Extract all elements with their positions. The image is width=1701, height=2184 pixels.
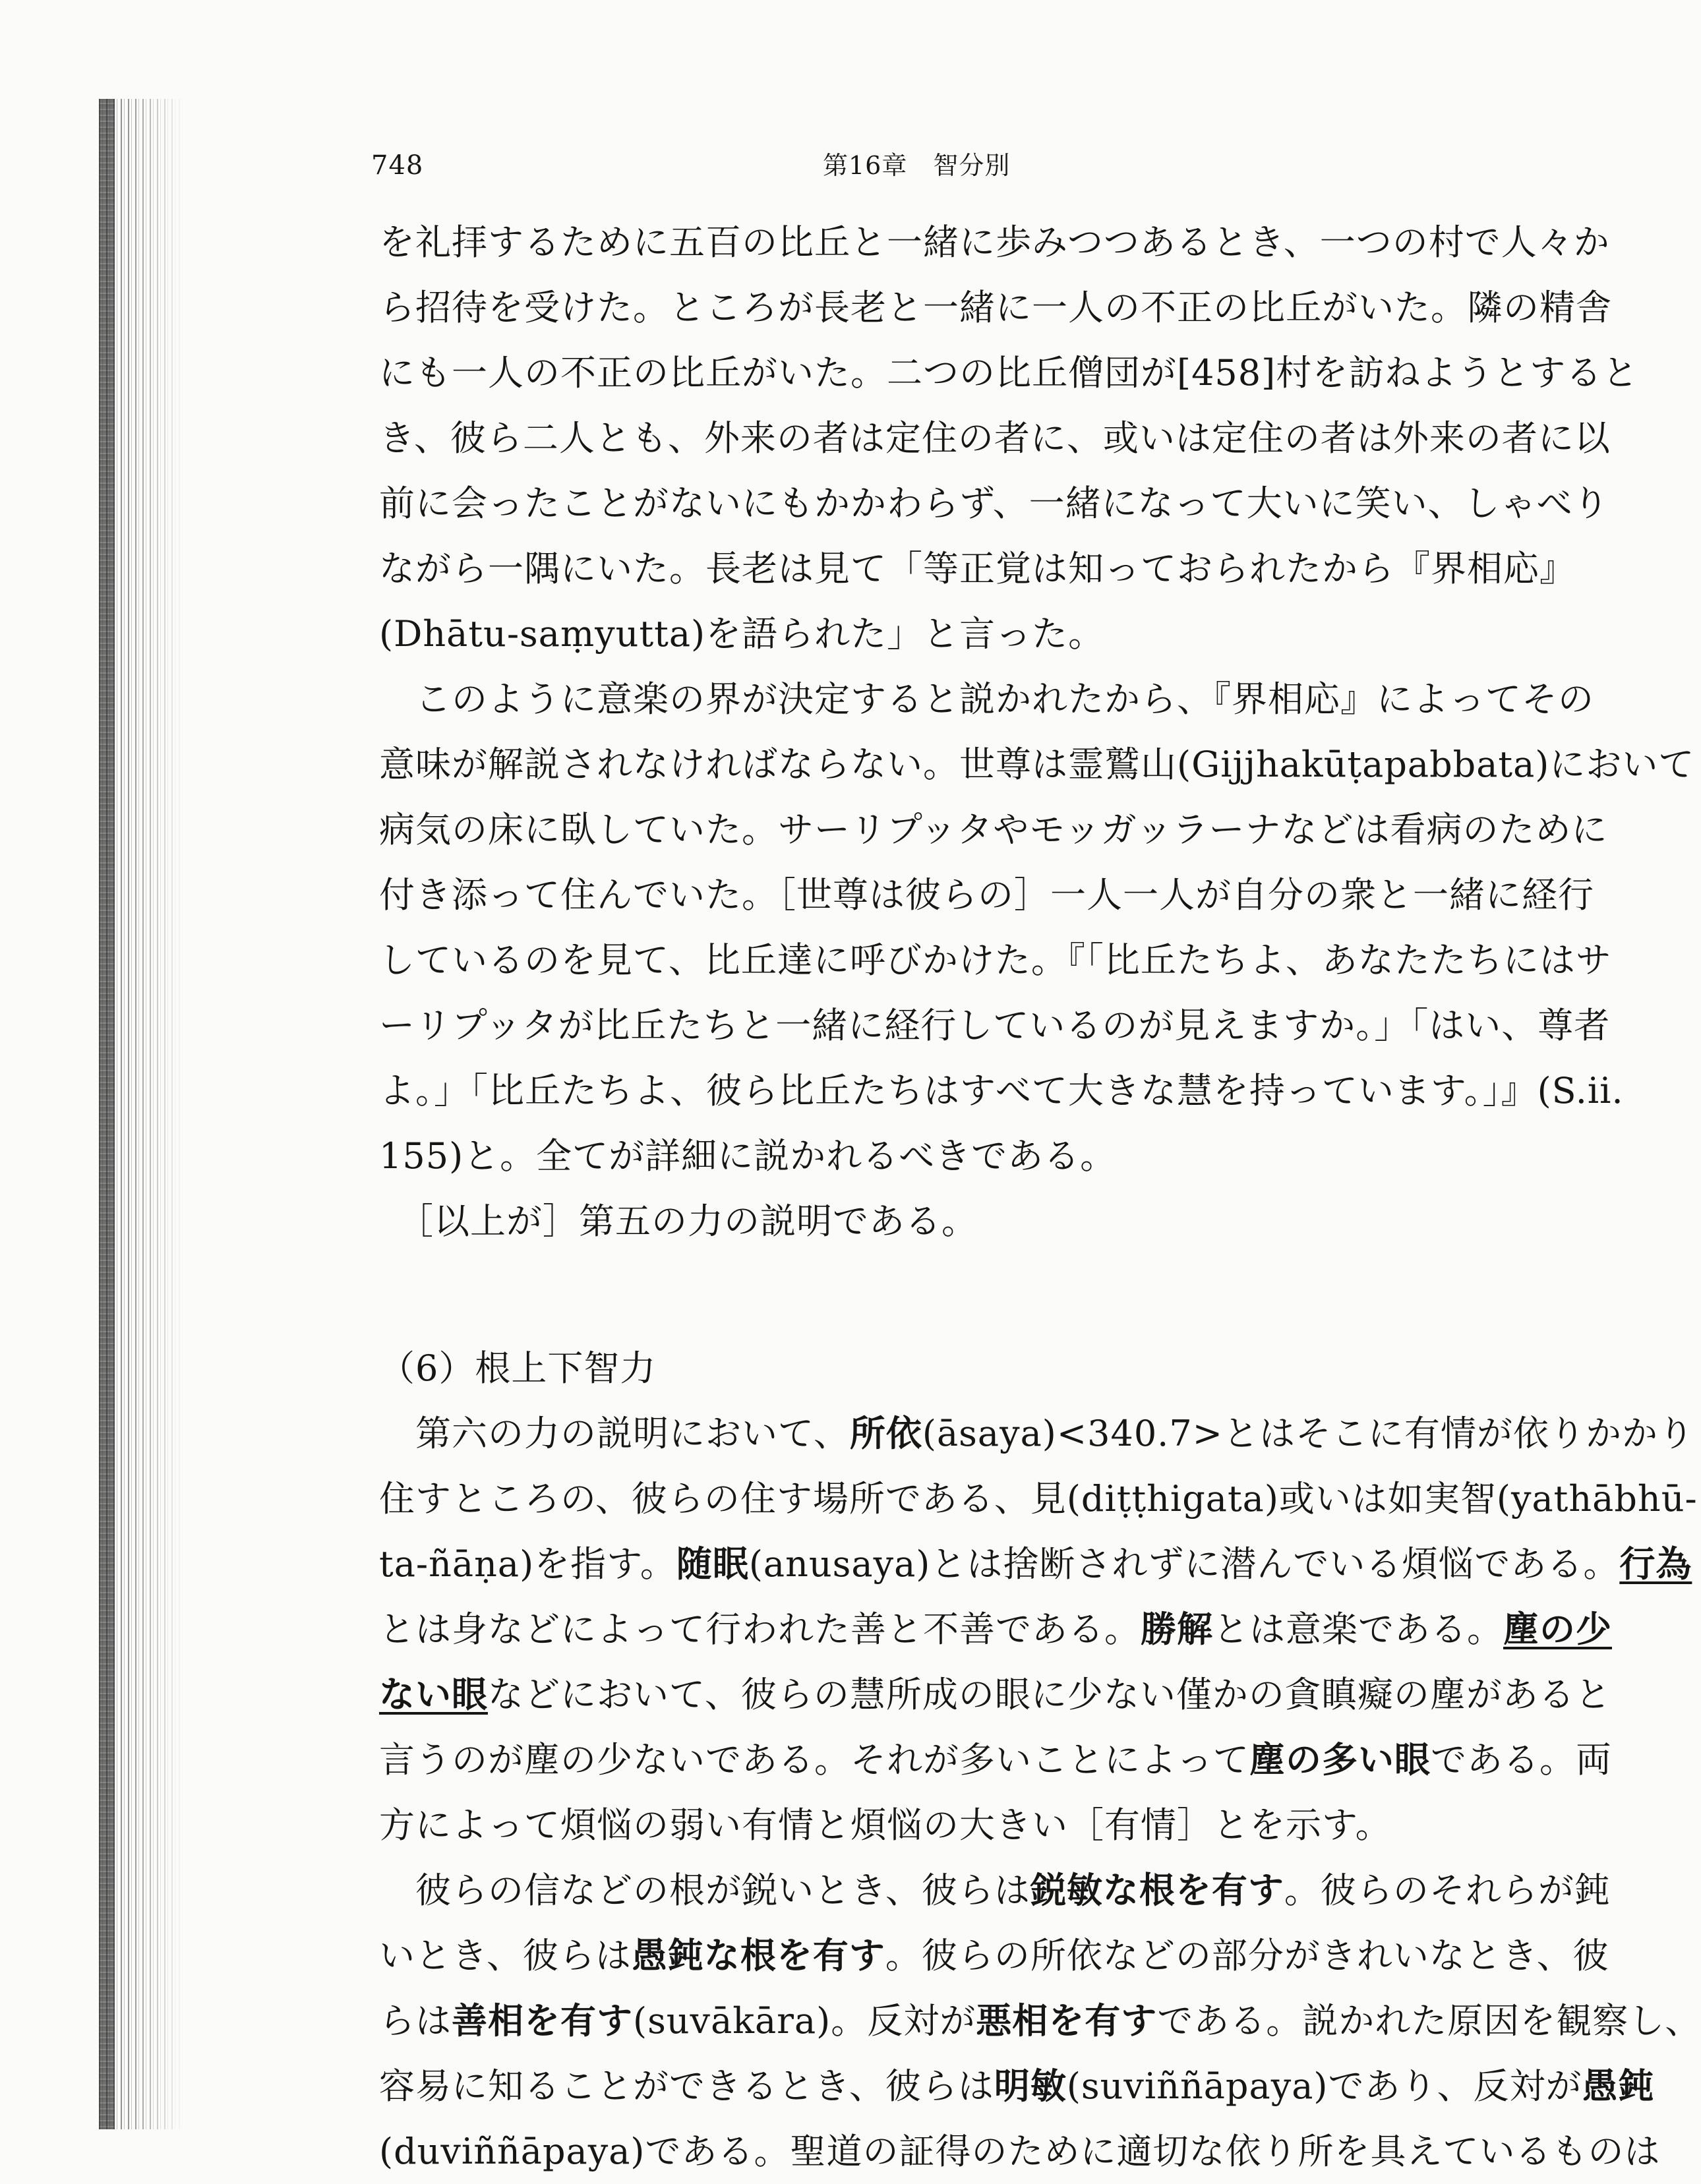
text-segment: (duviññāpaya)である。聖道の証得のために適切な依り所を具えているものは xyxy=(379,2131,1661,2172)
text-segment: このように意楽の界が決定すると説かれたから、『界相応』によってその xyxy=(379,678,1594,720)
text-segment: (anusaya)とは捨断されずに潜んでいる煩悩である。 xyxy=(748,1543,1620,1585)
text-segment: 彼らの信などの根が鋭いとき、彼らは xyxy=(379,1870,1030,1911)
text-segment: 第六の力の説明において、 xyxy=(379,1413,850,1454)
text-line xyxy=(379,797,1608,862)
text-line xyxy=(379,405,1611,471)
text-segment: である。説かれた原因を観察し、 xyxy=(1157,2000,1701,2042)
text-line xyxy=(379,732,1695,797)
text-line xyxy=(379,1988,1701,2053)
body-text xyxy=(379,210,1701,2184)
text-segment: 。彼らのそれらが鈍 xyxy=(1284,1870,1611,1911)
bold-term: 行為 xyxy=(1619,1543,1692,1585)
text-segment: よ。」「比丘たちよ、彼ら比丘たちはすべて大きな慧を持っています。」』(S.ii. xyxy=(379,1070,1624,1111)
text-segment: ［以上が］第五の力の説明である。 xyxy=(379,1200,978,1242)
text-segment: 155)と。全てが詳細に説かれるべきである。 xyxy=(379,1135,1117,1177)
text-segment: ら招待を受けた。ところが長老と一緒に一人の不正の比丘がいた。隣の精舎 xyxy=(379,287,1612,328)
bold-term: 随眠 xyxy=(676,1543,749,1585)
text-line xyxy=(379,536,1576,601)
text-segment: とは身などによって行われた善と不善である。 xyxy=(379,1608,1141,1650)
text-segment: とは意楽である。 xyxy=(1213,1608,1503,1650)
text-segment: （6）根上下智力 xyxy=(379,1347,657,1389)
text-line xyxy=(379,471,1609,536)
text-line xyxy=(379,2053,1655,2119)
text-segment: (Dhātu-saṃyutta)を語られた」と言った。 xyxy=(379,613,1105,655)
text-segment: などにおいて、彼らの慧所成の眼に少ない僅かの貪瞋癡の塵があると xyxy=(488,1674,1611,1715)
text-segment: を礼拝するために五百の比丘と一緒に歩みつつあるとき、一つの村で人々か xyxy=(379,221,1610,263)
text-segment: 容易に知ることができるとき、彼らは xyxy=(379,2065,994,2107)
bold-term: 明敏 xyxy=(994,2065,1067,2107)
text-segment: 病気の床に臥していた。サーリプッタやモッガッラーナなどは看病のために xyxy=(379,809,1608,850)
text-segment: (suvākāra)。反対が xyxy=(633,2000,976,2042)
bold-term: 塵の多い眼 xyxy=(1249,1738,1431,1781)
text-line xyxy=(379,1058,1624,1123)
bold-term: 塵の少 xyxy=(1503,1608,1612,1650)
text-line xyxy=(379,1401,1694,1466)
text-segment: 。彼らの所依などの部分がきれいなとき、彼 xyxy=(885,1935,1609,1976)
text-line xyxy=(379,862,1594,928)
text-segment: ta-ñāṇa)を指す。 xyxy=(379,1543,676,1585)
text-line xyxy=(379,1123,1500,1189)
bold-term: 勝解 xyxy=(1141,1608,1213,1650)
text-segment: 言うのが塵の少ないである。それが多いことによって xyxy=(379,1739,1249,1781)
text-segment: き、彼ら二人とも、外来の者は定住の者に、或いは定住の者は外来の者に以 xyxy=(379,417,1611,459)
text-segment: (āsaya)<340.7>とはそこに有情が依りかかり xyxy=(922,1413,1694,1454)
text-line xyxy=(379,275,1612,340)
text-segment: である。両 xyxy=(1431,1739,1612,1781)
text-line xyxy=(379,1923,1609,1988)
text-segment: 付き添って住んでいた。［世尊は彼らの］一人一人が自分の衆と一緒に経行 xyxy=(379,874,1594,916)
text-segment: にも一人の不正の比丘がいた。二つの比丘僧団が[458]村を訪ねようとすると xyxy=(379,352,1639,394)
bold-term: 愚鈍な根を有す xyxy=(631,1934,885,1976)
text-segment: 方によって煩悩の弱い有情と煩悩の大きい［有情］とを示す。 xyxy=(379,1804,1392,1846)
text-line xyxy=(379,601,1500,666)
text-segment: しているのを見て、比丘達に呼びかけた。『「比丘たちよ、あなたたちにはサ xyxy=(379,939,1612,981)
text-line xyxy=(379,1189,1500,1254)
bold-term: ない眼 xyxy=(379,1673,488,1715)
text-line xyxy=(379,1792,1500,1858)
bold-term: 鋭敏な根を有す xyxy=(1030,1869,1284,1911)
text-line xyxy=(379,1727,1612,1792)
text-line xyxy=(379,1858,1611,1923)
text-line xyxy=(379,1597,1612,1662)
bold-term: 悪相を有す xyxy=(976,1999,1158,2042)
text-line xyxy=(379,2119,1661,2184)
text-line xyxy=(379,1662,1611,1727)
text-line xyxy=(379,993,1611,1058)
text-line xyxy=(379,1466,1698,1531)
page-number: 748 xyxy=(371,150,424,181)
text-segment: 前に会ったことがないにもかかわらず、一緒になって大いに笑い、しゃべり xyxy=(379,483,1609,524)
bold-term: 所依 xyxy=(849,1412,922,1454)
text-segment: らは xyxy=(379,2000,452,2042)
text-line xyxy=(379,340,1639,405)
text-line xyxy=(379,666,1594,732)
running-head: 第16章 智分別 xyxy=(823,151,1011,180)
text-line xyxy=(379,1531,1692,1597)
text-segment: (suviññāpaya)であり、反対が xyxy=(1066,2065,1582,2107)
text-segment: ーリプッタが比丘たちと一緒に経行しているのが見えますか。」「はい、尊者 xyxy=(379,1005,1611,1046)
text-segment: いとき、彼らは xyxy=(379,1935,632,1976)
bold-term: 善相を有す xyxy=(452,1999,633,2042)
text-segment: ながら一隅にいた。長老は見て「等正覚は知っておられたから『界相応』 xyxy=(379,548,1576,589)
text-line xyxy=(379,928,1612,993)
bold-term: 愚鈍 xyxy=(1582,2065,1655,2107)
section-gap xyxy=(379,1254,1500,1336)
text-line xyxy=(379,210,1610,275)
scan-gutter-shadow xyxy=(99,99,185,2129)
text-line xyxy=(379,1336,1500,1401)
text-segment: 住すところの、彼らの住す場所である、見(diṭṭhigata)或いは如実智(yathābhū- xyxy=(379,1478,1698,1520)
text-segment: 意味が解説されなければならない。世尊は霊鷲山(Gijjhakūṭapabbata)において xyxy=(379,744,1695,785)
